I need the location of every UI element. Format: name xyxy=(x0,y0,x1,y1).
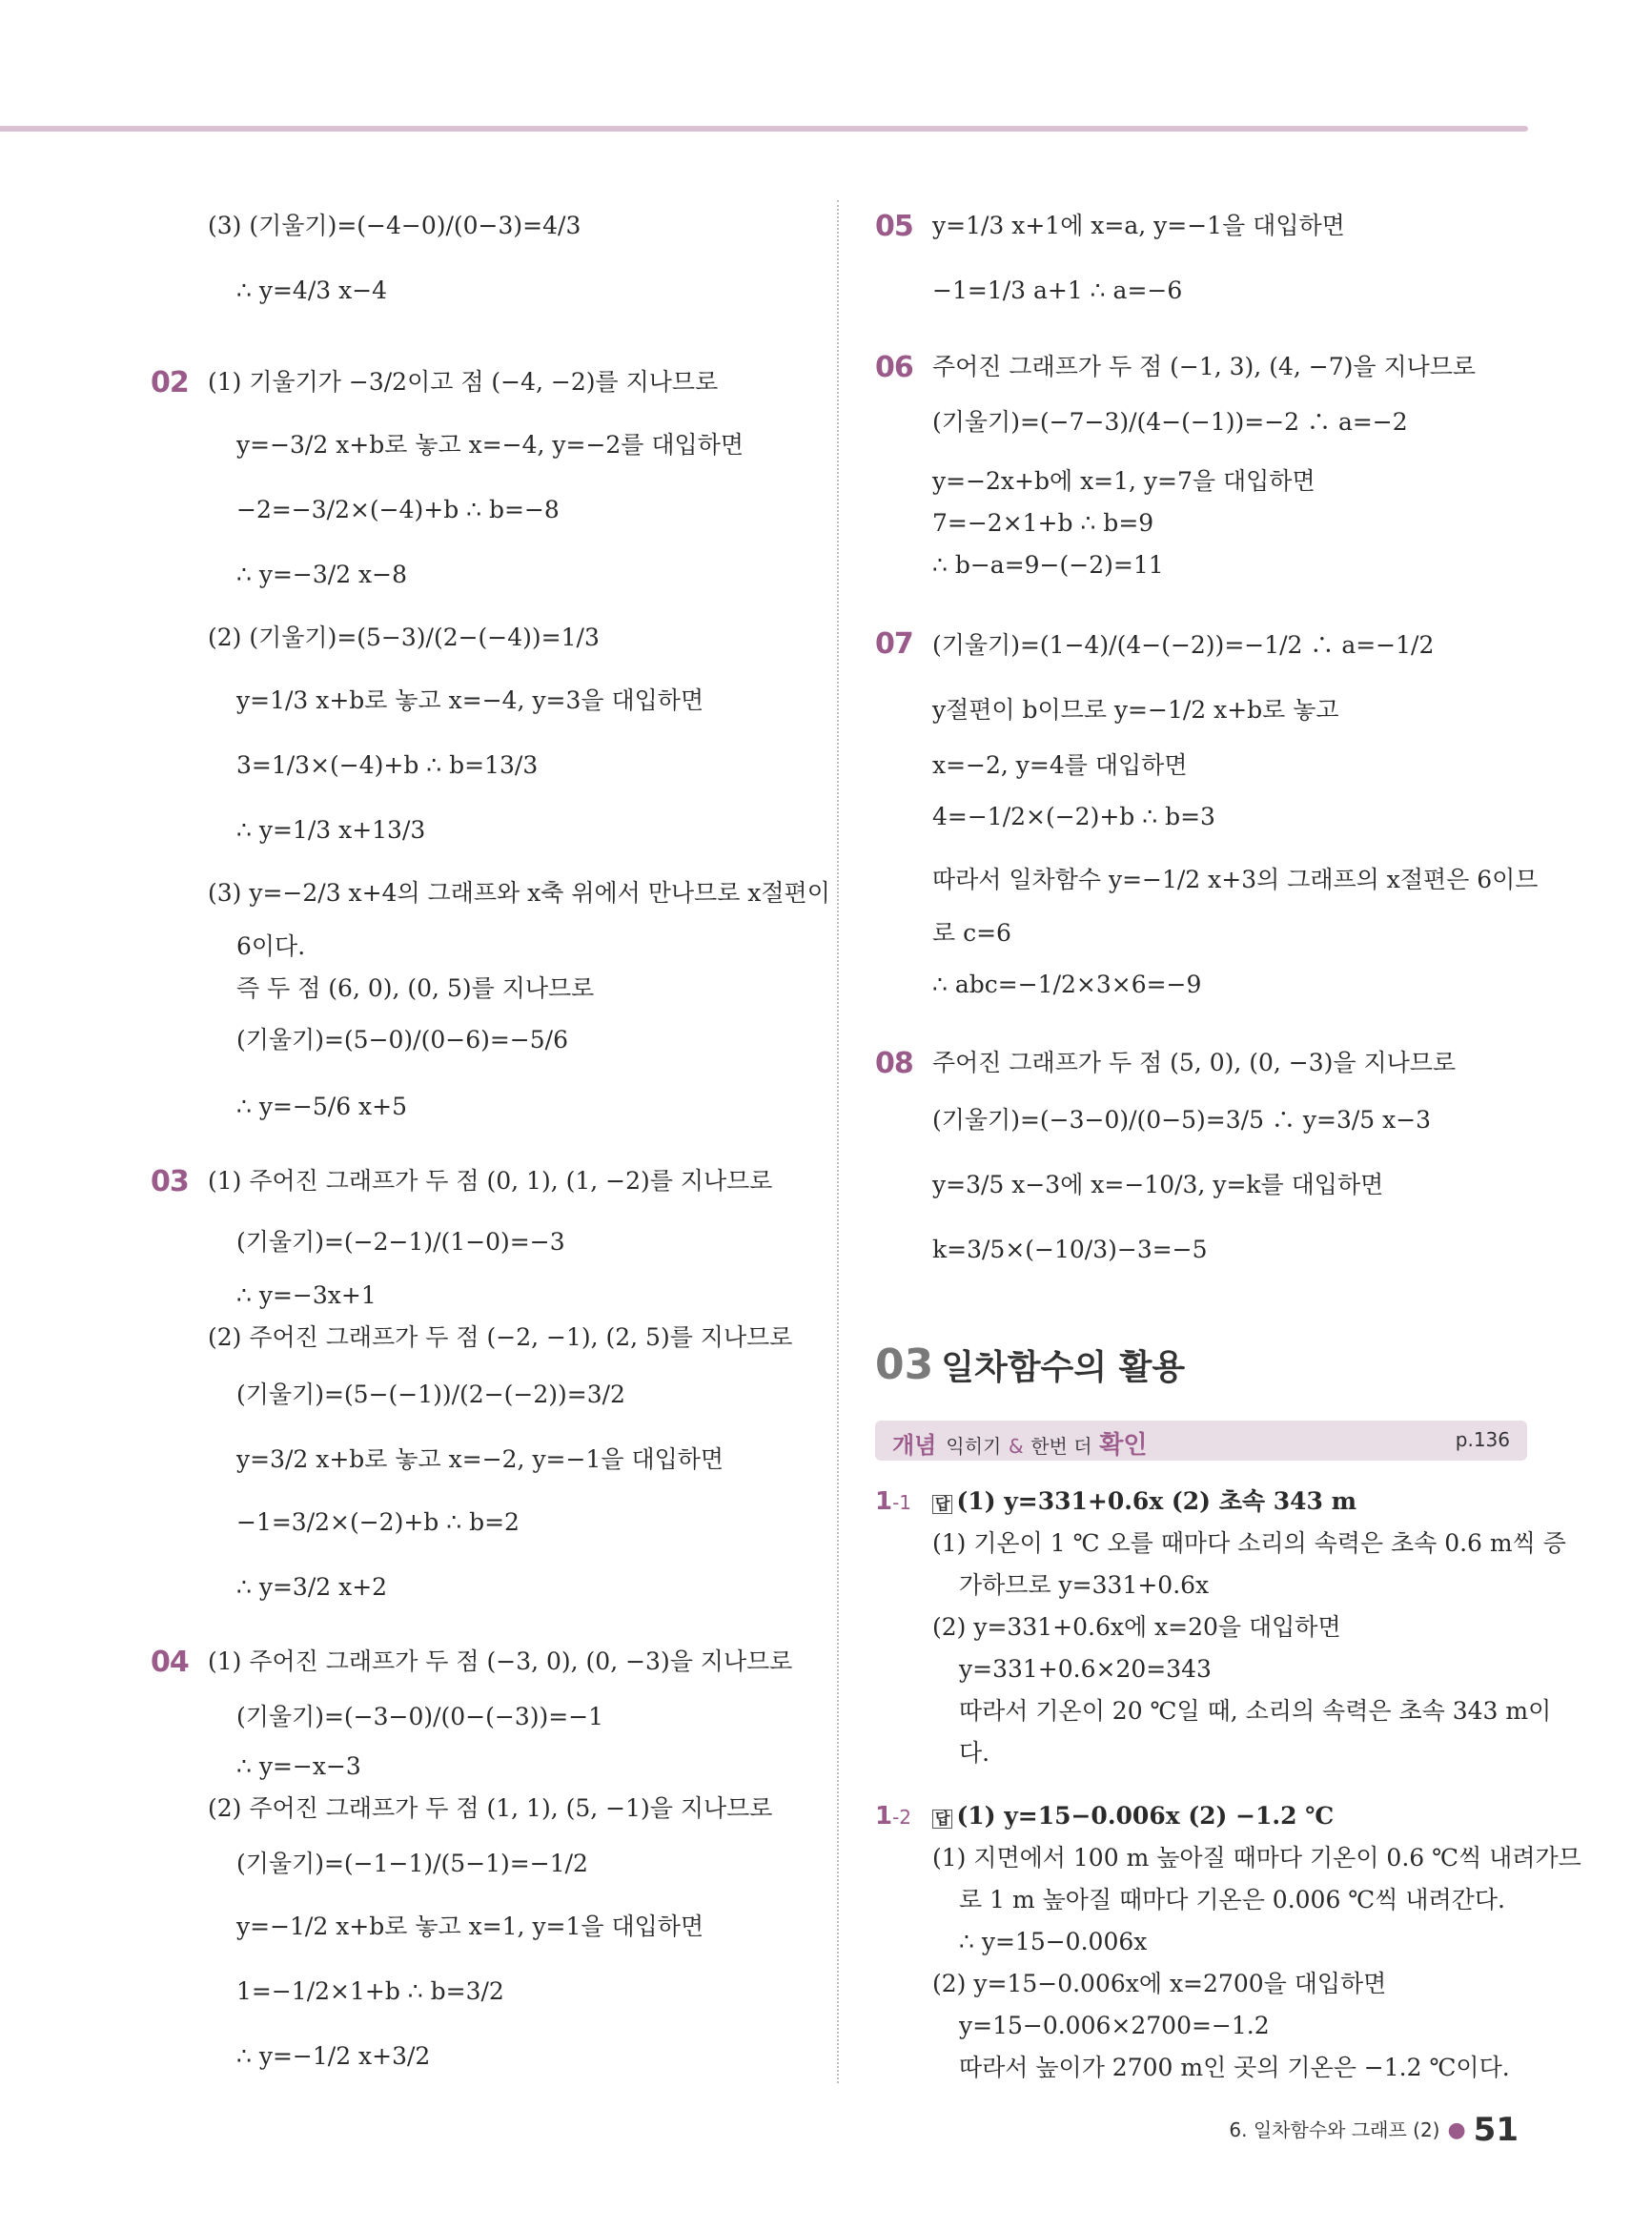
solution-line: ∴ y=4/3 x−4 xyxy=(236,276,388,304)
solution-line: y=1/3 x+b로 놓고 x=−4, y=3을 대입하면 xyxy=(236,686,704,714)
solution-line: (1) 주어진 그래프가 두 점 (0, 1), (1, −2)를 지나므로 xyxy=(208,1167,773,1195)
problem-number: 02 xyxy=(151,366,189,399)
solution-line: (기울기)=(5−(−1))/(2−(−2))=3/2 xyxy=(236,1381,625,1408)
page-number: 51 xyxy=(1473,2111,1519,2149)
solution-line: (기울기)=(−2−1)/(1−0)=−3 xyxy=(236,1228,565,1256)
solution-line: (기울기)=(−1−1)/(5−1)=−1/2 xyxy=(236,1850,588,1877)
answer-line xyxy=(932,1487,1356,1516)
solution-line: 즉 두 점 (6, 0), (0, 5)를 지나므로 xyxy=(236,974,595,1002)
q-sub: -1 xyxy=(892,1491,912,1514)
solution-line: (2) y=15−0.006x에 x=2700을 대입하면 xyxy=(932,1970,1387,1997)
solution-line: 다. xyxy=(959,1739,990,1767)
concept-label xyxy=(892,1425,1147,1461)
question-number xyxy=(875,1487,911,1516)
solution-line: ∴ y=−3x+1 xyxy=(236,1281,377,1309)
section-title xyxy=(875,1340,1185,1389)
solution-line: 가하므로 y=331+0.6x xyxy=(959,1571,1210,1599)
solution-line: (3) (기울기)=(−4−0)/(0−3)=4/3 xyxy=(208,212,581,239)
problem-number: 03 xyxy=(151,1165,189,1198)
concept-bar xyxy=(875,1421,1527,1461)
concept-keyword: 개념 xyxy=(892,1432,937,1459)
solution-line: (1) 지면에서 100 m 높아질 때마다 기온이 0.6 ℃씩 내려가므 xyxy=(932,1844,1581,1872)
solution-line: ∴ y=−5/6 x+5 xyxy=(236,1093,408,1120)
q-main: 1 xyxy=(875,1487,893,1516)
solution-line: (3) y=−2/3 x+4의 그래프와 x축 위에서 만나므로 x절편이 xyxy=(208,879,830,907)
solution-line: (기울기)=(−7−3)/(4−(−1))=−2 ∴ a=−2 xyxy=(932,408,1408,436)
bullet-icon: ● xyxy=(1447,2118,1466,2142)
solution-line: ∴ y=3/2 x+2 xyxy=(236,1573,388,1601)
solution-line: (2) (기울기)=(5−3)/(2−(−4))=1/3 xyxy=(208,624,600,651)
solution-line: 3=1/3×(−4)+b ∴ b=13/3 xyxy=(236,751,539,779)
page-footer xyxy=(1229,2111,1519,2149)
solution-line: −2=−3/2×(−4)+b ∴ b=−8 xyxy=(236,496,560,523)
problem-number: 04 xyxy=(151,1646,189,1679)
solution-line: (1) 기울기가 −3/2이고 점 (−4, −2)를 지나므로 xyxy=(208,368,719,396)
solution-line: 1=−1/2×1+b ∴ b=3/2 xyxy=(236,1977,504,2005)
solution-line: ∴ abc=−1/2×3×6=−9 xyxy=(932,971,1202,998)
solution-line: y=15−0.006×2700=−1.2 xyxy=(959,2012,1270,2039)
solution-line: y=3/5 x−3에 x=−10/3, y=k를 대입하면 xyxy=(932,1171,1384,1198)
concept-highlight: 확인 xyxy=(1099,1431,1148,1460)
solution-line: ∴ y=−1/2 x+3/2 xyxy=(236,2042,431,2070)
concept-sub2: 한번 더 xyxy=(1030,1435,1092,1458)
concept-sub1: 익히기 xyxy=(946,1435,1002,1458)
solution-line: −1=1/3 a+1 ∴ a=−6 xyxy=(932,276,1183,304)
solution-line: 6이다. xyxy=(236,932,306,960)
solution-line: (2) 주어진 그래프가 두 점 (−2, −1), (2, 5)를 지나므로 xyxy=(208,1323,793,1351)
top-decorative-bar xyxy=(0,126,1528,132)
problem-number: 06 xyxy=(875,351,913,384)
solution-line: 따라서 일차함수 y=−1/2 x+3의 그래프의 x절편은 6이므 xyxy=(932,866,1539,893)
solution-line: (1) 주어진 그래프가 두 점 (−3, 0), (0, −3)을 지나므로 xyxy=(208,1647,793,1675)
solution-line: (2) y=331+0.6x에 x=20을 대입하면 xyxy=(932,1613,1341,1641)
solution-line: ∴ y=−x−3 xyxy=(236,1752,361,1780)
answer-line xyxy=(932,1802,1334,1831)
solution-line: (기울기)=(−3−0)/(0−(−3))=−1 xyxy=(236,1703,604,1730)
solution-line: y절편이 b이므로 y=−1/2 x+b로 놓고 xyxy=(932,696,1339,724)
solution-line: y=−3/2 x+b로 놓고 x=−4, y=−2를 대입하면 xyxy=(236,431,744,459)
q-main: 1 xyxy=(875,1802,893,1831)
solution-line: x=−2, y=4를 대입하면 xyxy=(932,751,1188,779)
concept-page-ref: p.136 xyxy=(1455,1428,1510,1451)
solution-line: k=3/5×(−10/3)−3=−5 xyxy=(932,1236,1208,1263)
answer-text: (1) y=331+0.6x (2) 초속 343 m xyxy=(956,1487,1357,1515)
solution-line: 로 1 m 높아질 때마다 기온은 0.006 ℃씩 내려간다. xyxy=(959,1886,1505,1913)
solution-line: (기울기)=(−3−0)/(0−5)=3/5 ∴ y=3/5 x−3 xyxy=(932,1106,1432,1134)
section-number: 03 xyxy=(875,1340,934,1389)
solution-line: (2) 주어진 그래프가 두 점 (1, 1), (5, −1)을 지나므로 xyxy=(208,1794,773,1822)
problem-number: 05 xyxy=(875,210,913,243)
solution-line: −1=3/2×(−2)+b ∴ b=2 xyxy=(236,1508,520,1536)
answer-mark: 답 xyxy=(932,1810,952,1829)
question-number xyxy=(875,1802,911,1831)
solution-line: ∴ b−a=9−(−2)=11 xyxy=(932,551,1164,579)
solution-line: (기울기)=(1−4)/(4−(−2))=−1/2 ∴ a=−1/2 xyxy=(932,631,1435,659)
solution-line: ∴ y=15−0.006x xyxy=(959,1928,1148,1955)
problem-number: 07 xyxy=(875,627,913,661)
answer-text: (1) y=15−0.006x (2) −1.2 ℃ xyxy=(956,1802,1335,1830)
column-divider xyxy=(837,200,839,2083)
solution-line: 따라서 기온이 20 ℃일 때, 소리의 속력은 초속 343 m이 xyxy=(959,1697,1552,1725)
solution-line: (기울기)=(5−0)/(0−6)=−5/6 xyxy=(236,1026,568,1054)
answer-mark: 답 xyxy=(932,1495,952,1514)
chapter-label: 6. 일차함수와 그래프 (2) xyxy=(1229,2118,1440,2141)
solution-line: y=3/2 x+b로 놓고 x=−2, y=−1을 대입하면 xyxy=(236,1445,724,1473)
solution-line: ∴ y=1/3 x+13/3 xyxy=(236,816,426,844)
solution-line: 로 c=6 xyxy=(932,919,1011,947)
solution-line: y=331+0.6×20=343 xyxy=(959,1655,1212,1683)
solution-line: y=−1/2 x+b로 놓고 x=1, y=1을 대입하면 xyxy=(236,1913,704,1940)
solution-line: 7=−2×1+b ∴ b=9 xyxy=(932,509,1154,537)
q-sub: -2 xyxy=(892,1806,912,1829)
concept-amp: & xyxy=(1008,1435,1024,1458)
solution-line: y=−2x+b에 x=1, y=7을 대입하면 xyxy=(932,467,1315,495)
solution-line: 따라서 높이가 2700 m인 곳의 기온은 −1.2 ℃이다. xyxy=(959,2054,1510,2081)
solution-line: y=1/3 x+1에 x=a, y=−1을 대입하면 xyxy=(932,212,1345,239)
solution-line: ∴ y=−3/2 x−8 xyxy=(236,561,408,588)
problem-number: 08 xyxy=(875,1047,913,1080)
solution-line: 주어진 그래프가 두 점 (−1, 3), (4, −7)을 지나므로 xyxy=(932,353,1477,380)
solution-line: 4=−1/2×(−2)+b ∴ b=3 xyxy=(932,803,1215,830)
section-title-text: 일차함수의 활용 xyxy=(941,1348,1186,1387)
solution-line: 주어진 그래프가 두 점 (5, 0), (0, −3)을 지나므로 xyxy=(932,1049,1457,1076)
solution-line: (1) 기온이 1 ℃ 오를 때마다 소리의 속력은 초속 0.6 m씩 증 xyxy=(932,1529,1566,1557)
